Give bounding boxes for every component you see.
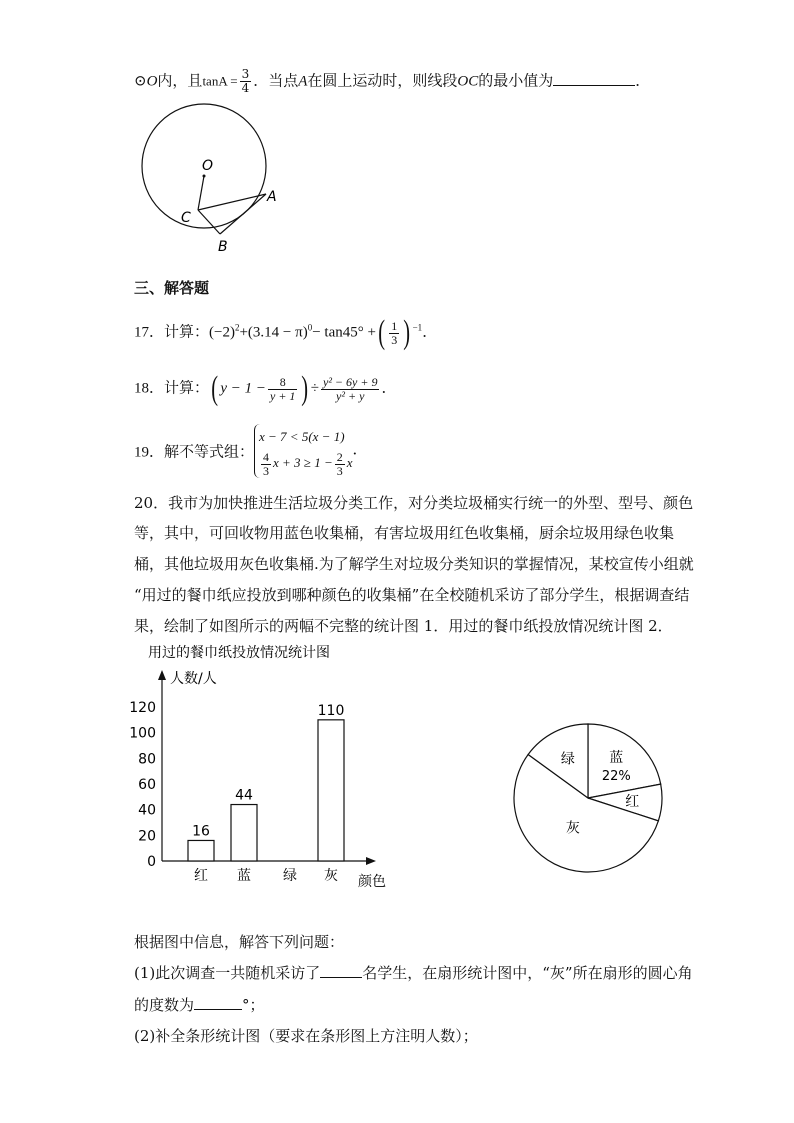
bar-chart-title: 用过的餐巾纸投放情况统计图 [148, 645, 330, 661]
label-a: A [267, 189, 277, 205]
sub-question-2: (2)补全条形统计图（要求在条形图上方注明人数）； [134, 1027, 478, 1045]
question-17: 17．计算：$(-2)^2+(3.14 - \pi)^0- \tan 45^\circ$ +( $\frac{1}{3}$ ) $^{-1}$． [134, 314, 438, 351]
q20-line-5: 果，绘制了如图所示的两幅不完整的统计图 1．用过的餐巾纸投放情况统计图 2． [134, 617, 673, 635]
x-category-label: 红 [194, 868, 208, 884]
bar-value-label: 16 [192, 823, 210, 840]
bar-红 [188, 840, 214, 861]
sub-intro: 根据图中信息，解答下列问题： [134, 933, 345, 951]
bar-chart-ylabel: 人数/人 [170, 671, 217, 687]
pie-label: 蓝 [609, 749, 624, 766]
q18-fraction-1: $\frac{8}{y + 1}$ [270, 374, 296, 403]
bar-value-label: 110 [317, 702, 345, 719]
y-tick-label: 120 [129, 700, 156, 716]
segment-cb [198, 210, 220, 234]
y-tick-label: 20 [138, 828, 156, 845]
pie-percent-label: 22% [601, 768, 631, 784]
bar-灰 [318, 720, 344, 861]
circle-geometry-figure [138, 100, 278, 260]
pie-label: 红 [625, 793, 640, 810]
pie-label: 灰 [565, 820, 580, 837]
q16-part4: 的最小值为 [478, 71, 554, 90]
segment-oc-text: OC [457, 73, 479, 90]
pie-label: 绿 [560, 751, 575, 768]
y-tick-label: 80 [138, 751, 156, 768]
bar-chart [120, 640, 410, 895]
segment-oc [198, 176, 204, 210]
label-o: O [202, 158, 214, 174]
label-b: B [218, 239, 228, 255]
q20-line-4: “用过的餐巾纸应投放到哪种颜色的收集桶”在全校随机采访了部分学生，根据调查结 [134, 586, 690, 604]
y-tick-label: 100 [129, 725, 156, 742]
y-tick-label: 40 [138, 802, 156, 819]
bar-value-label: 44 [235, 787, 253, 804]
q16-part1: 内，且 [157, 71, 203, 90]
segment-ca [198, 194, 266, 210]
circle-symbol: ⊙ [134, 71, 147, 90]
q20-line-2: 等，其中，可回收物用蓝色收集桶，有害垃圾用红色收集桶，厨余垃圾用绿色收集 [134, 524, 675, 542]
x-category-label: 绿 [283, 868, 297, 884]
q16-part2: ．当点 [253, 71, 299, 90]
q18-fraction-2: $\frac{\text{y² − 6y + 9}}{\text{y² + y}}$ [323, 374, 378, 403]
answer-blank-angle[interactable] [194, 995, 242, 1010]
x-axis-arrow [366, 857, 376, 865]
answer-blank-count[interactable] [320, 963, 362, 978]
q20-line-3: 桶，其他垃圾用灰色收集桶.为了解学生对垃圾分类知识的掌握情况，某校宣传小组就 [134, 555, 694, 573]
point-o [203, 175, 206, 178]
inequality-system: x − 7 < 5(x − 1) $\frac{4}{3}$ x + 3 ≥ 1 − $\frac{2}{3}$ x [254, 424, 352, 478]
q16-text-line: ⊙O内，且tanA = $\frac{3}{4}$ ．当点A在圆上运动时，则线段OC的最小值为 ． [134, 67, 651, 95]
bar-chart-xlabel: 颜色 [358, 874, 386, 890]
question-18: 18．计算：( y − 1 − $\frac{8}{y + 1}$ ) ÷ $\frac{\text{y² − 6y + 9}}{\text{y² + y}}$ ． [134, 370, 397, 407]
point-a-text: A [298, 73, 308, 90]
section-heading: 三、解答题 [134, 279, 210, 297]
label-c: C [181, 210, 191, 226]
sub-question-1: (1)此次调查一共随机采访了 名学生，在扇形统计图中，“灰”所在扇形的圆心角 [134, 964, 693, 982]
x-category-label: 蓝 [237, 868, 251, 884]
question-19: 19．解不等式组： x − 7 < 5(x − 1) $\frac{4}{3}$ x + 3 ≥ 1 − $\frac{2}{3}$ x ． [134, 424, 368, 478]
pie-chart [508, 718, 668, 878]
tan-fraction: $\frac{3}{4}$ [241, 67, 250, 95]
sub-question-1-cont: 的度数为 °； [134, 996, 265, 1014]
y-tick-label: 0 [147, 854, 156, 870]
point-o-text: O [146, 73, 158, 90]
q20-line-1: 20．我市为加快推进生活垃圾分类工作，对分类垃圾桶实行统一的外型、型号、颜色 [134, 494, 694, 512]
y-tick-label: 60 [138, 777, 156, 793]
y-axis-arrow [158, 670, 166, 680]
answer-blank-16[interactable] [553, 71, 635, 86]
q17-fraction: $\frac{1}{3}$ [391, 318, 398, 347]
q16-part3: 在圆上运动时，则线段 [307, 71, 458, 90]
bar-蓝 [231, 805, 257, 861]
tan-a-text: tanA = [202, 73, 238, 89]
x-category-label: 灰 [324, 868, 338, 884]
